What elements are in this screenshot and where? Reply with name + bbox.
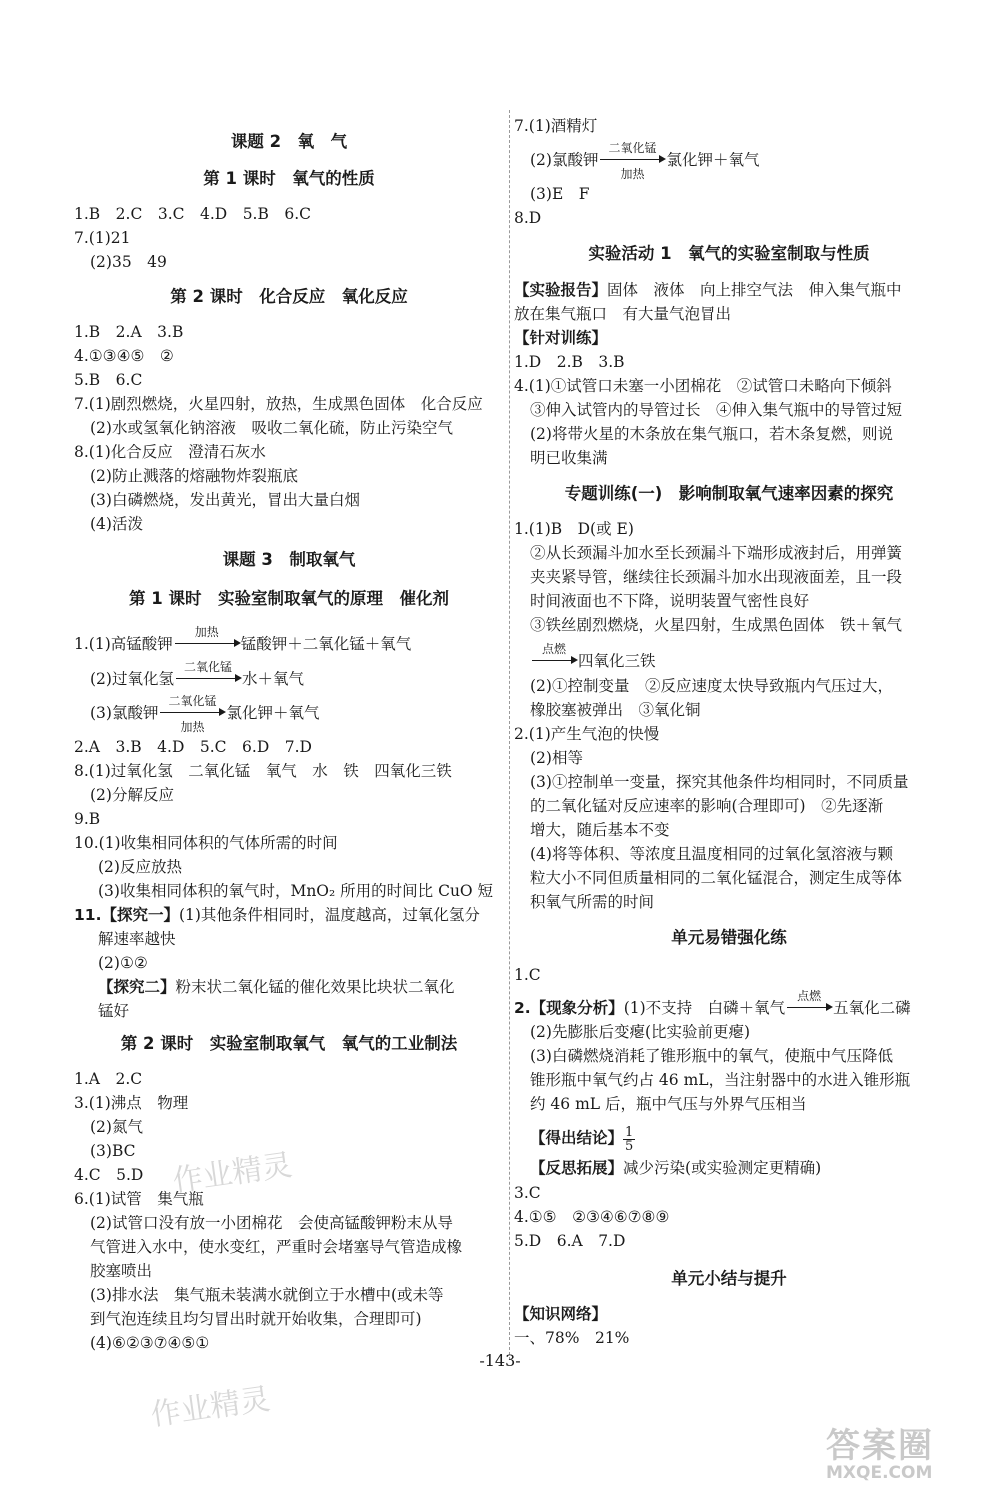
lesson-heading: 第 2 课时 化合反应 氧化反应 [170, 287, 408, 306]
reaction-arrow: 加热 [173, 634, 241, 654]
answer-line: (2)防止溅落的熔融物炸裂瓶底 [90, 467, 298, 485]
section-heading: 专题训练(一) 影响制取氧气速率因素的探究 [564, 484, 894, 503]
answer-line: (2)将带火星的木条放在集气瓶口，若木条复燃，则说 [530, 425, 893, 443]
answer-line: 8.D [514, 209, 542, 227]
equation-line: 2.【现象分析】(1)不支持 白磷＋氧气 点燃 五氧化二磷 [514, 989, 911, 1017]
reaction-arrow: 二氧化锰 [174, 669, 242, 689]
answer-line: (3)BC [90, 1142, 136, 1160]
answer-line: 解速率越快 [98, 930, 176, 948]
answer-line: 放在集气瓶口 有大量气泡冒出 [514, 305, 732, 323]
lesson-heading: 第 2 课时 实验室制取氧气 氧气的工业制法 [120, 1034, 458, 1053]
section-heading: 实验活动 1 氧气的实验室制取与性质 [588, 244, 870, 263]
answer-line: (2)反应放热 [98, 858, 182, 876]
equation-line: 1.(1)高锰酸钾 加热 锰酸钾＋二氧化锰＋氧气 [74, 625, 412, 653]
column-divider [509, 110, 510, 1360]
watermark-logo: 答案圈 MXQE.COM [826, 1426, 934, 1483]
answer-line: (3)①控制单一变量，探究其他条件均相同时，不同质量 [530, 773, 909, 791]
answer-line: 【得出结论】 $\frac{1}{5}$ [530, 1124, 634, 1154]
answer-line: (2)氮气 [90, 1118, 143, 1136]
answer-line: 1.B 2.A 3.B [74, 323, 184, 341]
answer-line: 气管进入水中，使水变红，严重时会堵塞导气管造成橡 [90, 1238, 463, 1256]
answer-line: 2.A 3.B 4.D 5.C 6.D 7.D [74, 738, 312, 756]
answer-line: (2)相等 [530, 749, 583, 767]
equation-line: (2)过氧化氢 二氧化锰 水＋氧气 [90, 660, 304, 688]
section-heading: 单元小结与提升 [671, 1269, 787, 1288]
answer-line: 7.(1)酒精灯 [514, 117, 598, 135]
answer-line: 4.①③④⑤ ② [74, 347, 174, 365]
answer-line: 6.(1)试管 集气瓶 [74, 1190, 204, 1208]
answer-line: (2)水或氢氧化钠溶液 吸收二氧化硫，防止污染空气 [90, 419, 453, 437]
answer-line: 5.D 6.A 7.D [514, 1232, 626, 1250]
answer-line: 1.B 2.C 3.C 4.D 5.B 6.C [74, 205, 312, 223]
answer-line: 一、78% 21% [514, 1329, 630, 1347]
lesson-heading: 第 1 课时 实验室制取氧气的原理 催化剂 [129, 589, 449, 608]
answer-line: ②从长颈漏斗加水至长颈漏斗下端形成液封后，用弹簧 [530, 544, 903, 562]
answer-line: 2.(1)产生气泡的快慢 [514, 725, 660, 743]
section-heading: 单元易错强化练 [671, 928, 787, 947]
answer-line: 积氧气所需的时间 [530, 893, 655, 911]
answer-line: (2)①② [98, 954, 148, 972]
answer-line: 7.(1)21 [74, 229, 131, 247]
reaction-arrow: 点燃 [785, 998, 833, 1018]
answer-line: 夹夹紧导管，继续往长颈漏斗加水出现液面差，且一段 [530, 568, 903, 586]
answer-line: 7.(1)剧烈燃烧，火星四射，放热，生成黑色固体 化合反应 [74, 395, 483, 413]
lesson-heading: 第 1 课时 氧气的性质 [203, 169, 375, 188]
answer-line: 胶塞喷出 [90, 1262, 153, 1280]
answer-line: (2)35 49 [90, 253, 167, 271]
answer-line: 约 46 mL 后，瓶中气压与外界气压相当 [530, 1095, 807, 1113]
reaction-arrow: 点燃 [530, 651, 578, 671]
answer-line: (3)E F [530, 185, 590, 203]
answer-line: (2)分解反应 [90, 786, 174, 804]
answer-line: 1.D 2.B 3.B [514, 353, 625, 371]
answer-line: 4.(1)①试管口未塞一小团棉花 ②试管口未略向下倾斜 [514, 377, 892, 395]
answer-line: 1.(1)B D(或 E) [514, 520, 634, 538]
answer-line: (4)将等体积、等浓度且温度相同的过氧化氢溶液与颗 [530, 845, 893, 863]
answer-line: (4)活泼 [90, 515, 143, 533]
section-heading: 课题 2 氧 气 [230, 132, 348, 151]
answer-line: (4)⑥②③⑦④⑤① [90, 1334, 210, 1352]
answer-line: 3.(1)沸点 物理 [74, 1094, 189, 1112]
answer-line: 4.C 5.D [74, 1166, 144, 1184]
reaction-arrow: 二氧化锰 加热 [598, 150, 666, 170]
answer-line: 【反思拓展】减少污染(或实验测定更精确) [530, 1159, 822, 1177]
page-number: -143- [479, 1351, 521, 1370]
answer-line: (3)白磷燃烧，发出黄光，冒出大量白烟 [90, 491, 360, 509]
section-heading: 课题 3 制取氧气 [222, 550, 356, 569]
reaction-arrow: 二氧化锰 加热 [158, 703, 226, 723]
answer-line: (3)收集相同体积的氧气时，MnO₂ 所用的时间比 CuO 短 [98, 882, 494, 900]
answer-tag: 【针对训练】 [514, 329, 608, 347]
answer-line: 8.(1)过氧化氢 二氧化锰 氧气 水 铁 四氧化三铁 [74, 762, 452, 780]
answer-line: ③铁丝剧烈燃烧，火星四射，生成黑色固体 铁＋氧气 [530, 616, 903, 634]
answer-line: (2)①控制变量 ②反应速度太快导致瓶内气压过大， [530, 677, 893, 695]
answer-line: (2)试管口没有放一小团棉花 会使高锰酸钾粉末从导 [90, 1214, 453, 1232]
answer-line: 3.C [514, 1184, 541, 1202]
answer-line: 增大，随后基本不变 [530, 821, 670, 839]
answer-line: 【探究二】粉末状二氧化锰的催化效果比块状二氧化 [98, 978, 455, 996]
answer-line: 橡胶塞被弹出 ③氧化铜 [530, 701, 701, 719]
answer-line: ③伸入试管内的导管过长 ④伸入集气瓶中的导管过短 [530, 401, 903, 419]
equation-line: (3)氯酸钾 二氧化锰 加热 氯化钾＋氧气 [90, 694, 320, 734]
answer-line: 【实验报告】固体 液体 向上排空气法 伸入集气瓶中 [514, 281, 902, 299]
watermark: 作业精灵 [148, 1381, 273, 1434]
answer-line: 4.①⑤ ②③④⑥⑦⑧⑨ [514, 1208, 670, 1226]
answer-tag: 【知识网络】 [514, 1305, 608, 1323]
answer-line: 1.A 2.C [74, 1070, 143, 1088]
equation-line: 点燃 四氧化三铁 [530, 651, 656, 671]
answer-line: 1.C [514, 966, 541, 984]
answer-line: 时间液面也不下降，说明装置气密性良好 [530, 592, 810, 610]
watermark: 作业精灵 [170, 1147, 295, 1200]
answer-line: (3)排水法 集气瓶未装满水就倒立于水槽中(或未等 [90, 1286, 444, 1304]
fraction: $\frac{1}{5}$ [625, 1124, 634, 1154]
answer-line: 锥形瓶中氧气约占 46 mL，当注射器中的水进入锥形瓶 [530, 1071, 911, 1089]
answer-line: 9.B [74, 810, 101, 828]
answer-line: (2)先膨胀后变瘪(比实验前更瘪) [530, 1023, 751, 1041]
answer-line: (3)白磷燃烧消耗了锥形瓶中的氧气，使瓶中气压降低 [530, 1047, 893, 1065]
answer-line: 10.(1)收集相同体积的气体所需的时间 [74, 834, 338, 852]
answer-line: 锰好 [98, 1002, 130, 1020]
answer-line: 11.【探究一】(1)其他条件相同时，温度越高，过氧化氢分 [74, 906, 480, 924]
equation-line: (2)氯酸钾 二氧化锰 加热 氯化钾＋氧气 [530, 141, 760, 181]
answer-line: 的二氧化锰对反应速率的影响(合理即可) ②先逐渐 [530, 797, 884, 815]
answer-line: 5.B 6.C [74, 371, 143, 389]
answer-line: 到气泡连续且均匀冒出时就开始收集，合理即可) [90, 1310, 422, 1328]
answer-line: 明已收集满 [530, 449, 608, 467]
answer-line: 粒大小不同但质量相同的二氧化锰混合，测定生成等体 [530, 869, 903, 887]
answer-line: 8.(1)化合反应 澄清石灰水 [74, 443, 266, 461]
